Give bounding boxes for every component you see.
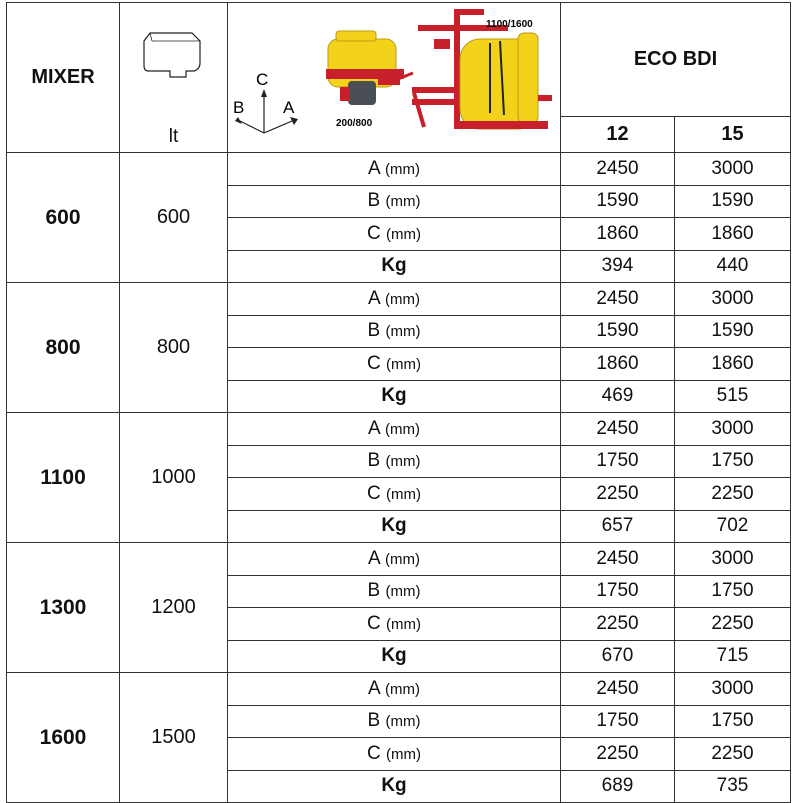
value-c-15: 1860: [675, 218, 791, 251]
value-c-12: 2250: [561, 738, 675, 771]
capacity-header: [120, 3, 228, 153]
value-a-12: 2450: [561, 543, 675, 576]
value-b-15: 1750: [675, 445, 791, 478]
dimension-label-b: [228, 445, 561, 478]
value-c-12: 1860: [561, 348, 675, 381]
dimension-unit: (mm): [385, 323, 421, 341]
value-c-12: 2250: [561, 608, 675, 641]
dimension-letter: B: [367, 710, 381, 732]
table-row: [7, 283, 791, 316]
dimension-letter: C: [367, 742, 381, 764]
table-row: [7, 673, 791, 706]
dimension-unit: (mm): [384, 680, 420, 698]
weight-15: 440: [675, 250, 791, 283]
dimension-unit: (mm): [386, 355, 421, 373]
value-c-12: 2250: [561, 478, 675, 511]
value-a-15: 3000: [675, 153, 791, 186]
boom-width-12: 12: [561, 116, 675, 152]
value-a-12: 2450: [561, 283, 675, 316]
dimension-letter: A: [368, 677, 380, 699]
sprayer-image: [228, 3, 560, 152]
weight-12: 469: [561, 380, 675, 413]
dimension-unit: (mm): [385, 193, 421, 211]
weight-15: 515: [675, 380, 791, 413]
value-c-15: 2250: [675, 608, 791, 641]
dimension-unit: (mm): [384, 160, 420, 178]
model-name: 600: [7, 153, 120, 283]
axis-label-c: C: [256, 70, 269, 89]
sprayer-image-cell: [228, 3, 561, 153]
dimension-letter: C: [367, 482, 381, 504]
weight-15: 715: [675, 640, 791, 673]
dimension-unit: (mm): [385, 583, 421, 601]
value-c-15: 2250: [675, 738, 791, 771]
dimension-label-b: [228, 315, 561, 348]
weight-label: Kg: [228, 640, 561, 673]
model-capacity: 600: [120, 153, 228, 283]
mixer-header: MIXER: [7, 3, 120, 153]
dimension-unit: (mm): [385, 453, 421, 471]
tank-outline-icon: [142, 31, 204, 79]
dimension-label-a: [228, 543, 561, 576]
value-b-15: 1590: [675, 315, 791, 348]
dimension-label-b: [228, 575, 561, 608]
value-a-15: 3000: [675, 283, 791, 316]
spec-table: [6, 2, 791, 803]
table-row: [7, 543, 791, 576]
dimension-unit: (mm): [386, 745, 421, 763]
weight-label: Kg: [228, 510, 561, 543]
dimension-letter: B: [367, 190, 381, 212]
model-name: 1600: [7, 673, 120, 803]
value-a-12: 2450: [561, 153, 675, 186]
table-row: [7, 153, 791, 186]
dimension-label-c: [228, 478, 561, 511]
value-b-12: 1750: [561, 445, 675, 478]
model-name: 1100: [7, 413, 120, 543]
table-row: [7, 413, 791, 446]
weight-12: 689: [561, 770, 675, 803]
value-a-15: 3000: [675, 543, 791, 576]
value-b-12: 1750: [561, 575, 675, 608]
dimension-label-a: [228, 153, 561, 186]
dimension-letter: B: [367, 320, 381, 342]
value-a-15: 3000: [675, 673, 791, 706]
small-sprayer-illustration: [326, 31, 413, 105]
dimension-label-c: [228, 608, 561, 641]
dimension-unit: (mm): [384, 420, 420, 438]
dimension-label-b: [228, 185, 561, 218]
model-name: 1300: [7, 543, 120, 673]
dimension-letter: B: [367, 450, 381, 472]
value-c-12: 1860: [561, 218, 675, 251]
series-header: ECO BDI: [561, 3, 791, 117]
dimension-unit: (mm): [386, 615, 421, 633]
dimension-unit: (mm): [386, 485, 421, 503]
model-name: 800: [7, 283, 120, 413]
weight-12: 394: [561, 250, 675, 283]
boom-width-15: 15: [675, 116, 791, 152]
dimension-label-a: [228, 283, 561, 316]
model-capacity: 1200: [120, 543, 228, 673]
dimension-label-c: [228, 348, 561, 381]
dimension-label-c: [228, 218, 561, 251]
dimension-letter: B: [367, 580, 381, 602]
dimension-letter: C: [367, 612, 381, 634]
weight-label: Kg: [228, 770, 561, 803]
capacity-unit: lt: [168, 126, 179, 147]
weight-label: Kg: [228, 380, 561, 413]
value-b-12: 1590: [561, 315, 675, 348]
value-c-15: 2250: [675, 478, 791, 511]
dimension-letter: A: [368, 417, 380, 439]
value-b-12: 1590: [561, 185, 675, 218]
dimension-unit: (mm): [384, 290, 420, 308]
dimension-label-a: [228, 413, 561, 446]
weight-15: 735: [675, 770, 791, 803]
dimension-letter: A: [368, 287, 380, 309]
dimension-label-b: [228, 705, 561, 738]
model-capacity: 800: [120, 283, 228, 413]
weight-12: 657: [561, 510, 675, 543]
dimension-letter: C: [367, 222, 381, 244]
value-b-15: 1590: [675, 185, 791, 218]
dimension-unit: (mm): [385, 713, 421, 731]
weight-15: 702: [675, 510, 791, 543]
axis-label-b: B: [233, 98, 245, 117]
value-b-12: 1750: [561, 705, 675, 738]
dimension-letter: C: [367, 352, 381, 374]
dimension-label-c: [228, 738, 561, 771]
dimension-letter: A: [368, 547, 380, 569]
value-a-12: 2450: [561, 413, 675, 446]
weight-12: 670: [561, 640, 675, 673]
value-b-15: 1750: [675, 705, 791, 738]
large-sprayer-label: 1100/1600: [486, 19, 533, 30]
value-a-15: 3000: [675, 413, 791, 446]
value-a-12: 2450: [561, 673, 675, 706]
dimension-label-a: [228, 673, 561, 706]
small-sprayer-label: 200/800: [336, 118, 373, 129]
value-b-15: 1750: [675, 575, 791, 608]
model-capacity: 1000: [120, 413, 228, 543]
dimension-unit: (mm): [384, 550, 420, 568]
model-capacity: 1500: [120, 673, 228, 803]
dimension-letter: A: [368, 157, 380, 179]
value-c-15: 1860: [675, 348, 791, 381]
weight-label: Kg: [228, 250, 561, 283]
dimension-unit: (mm): [386, 225, 421, 243]
axis-label-a: A: [283, 98, 295, 117]
